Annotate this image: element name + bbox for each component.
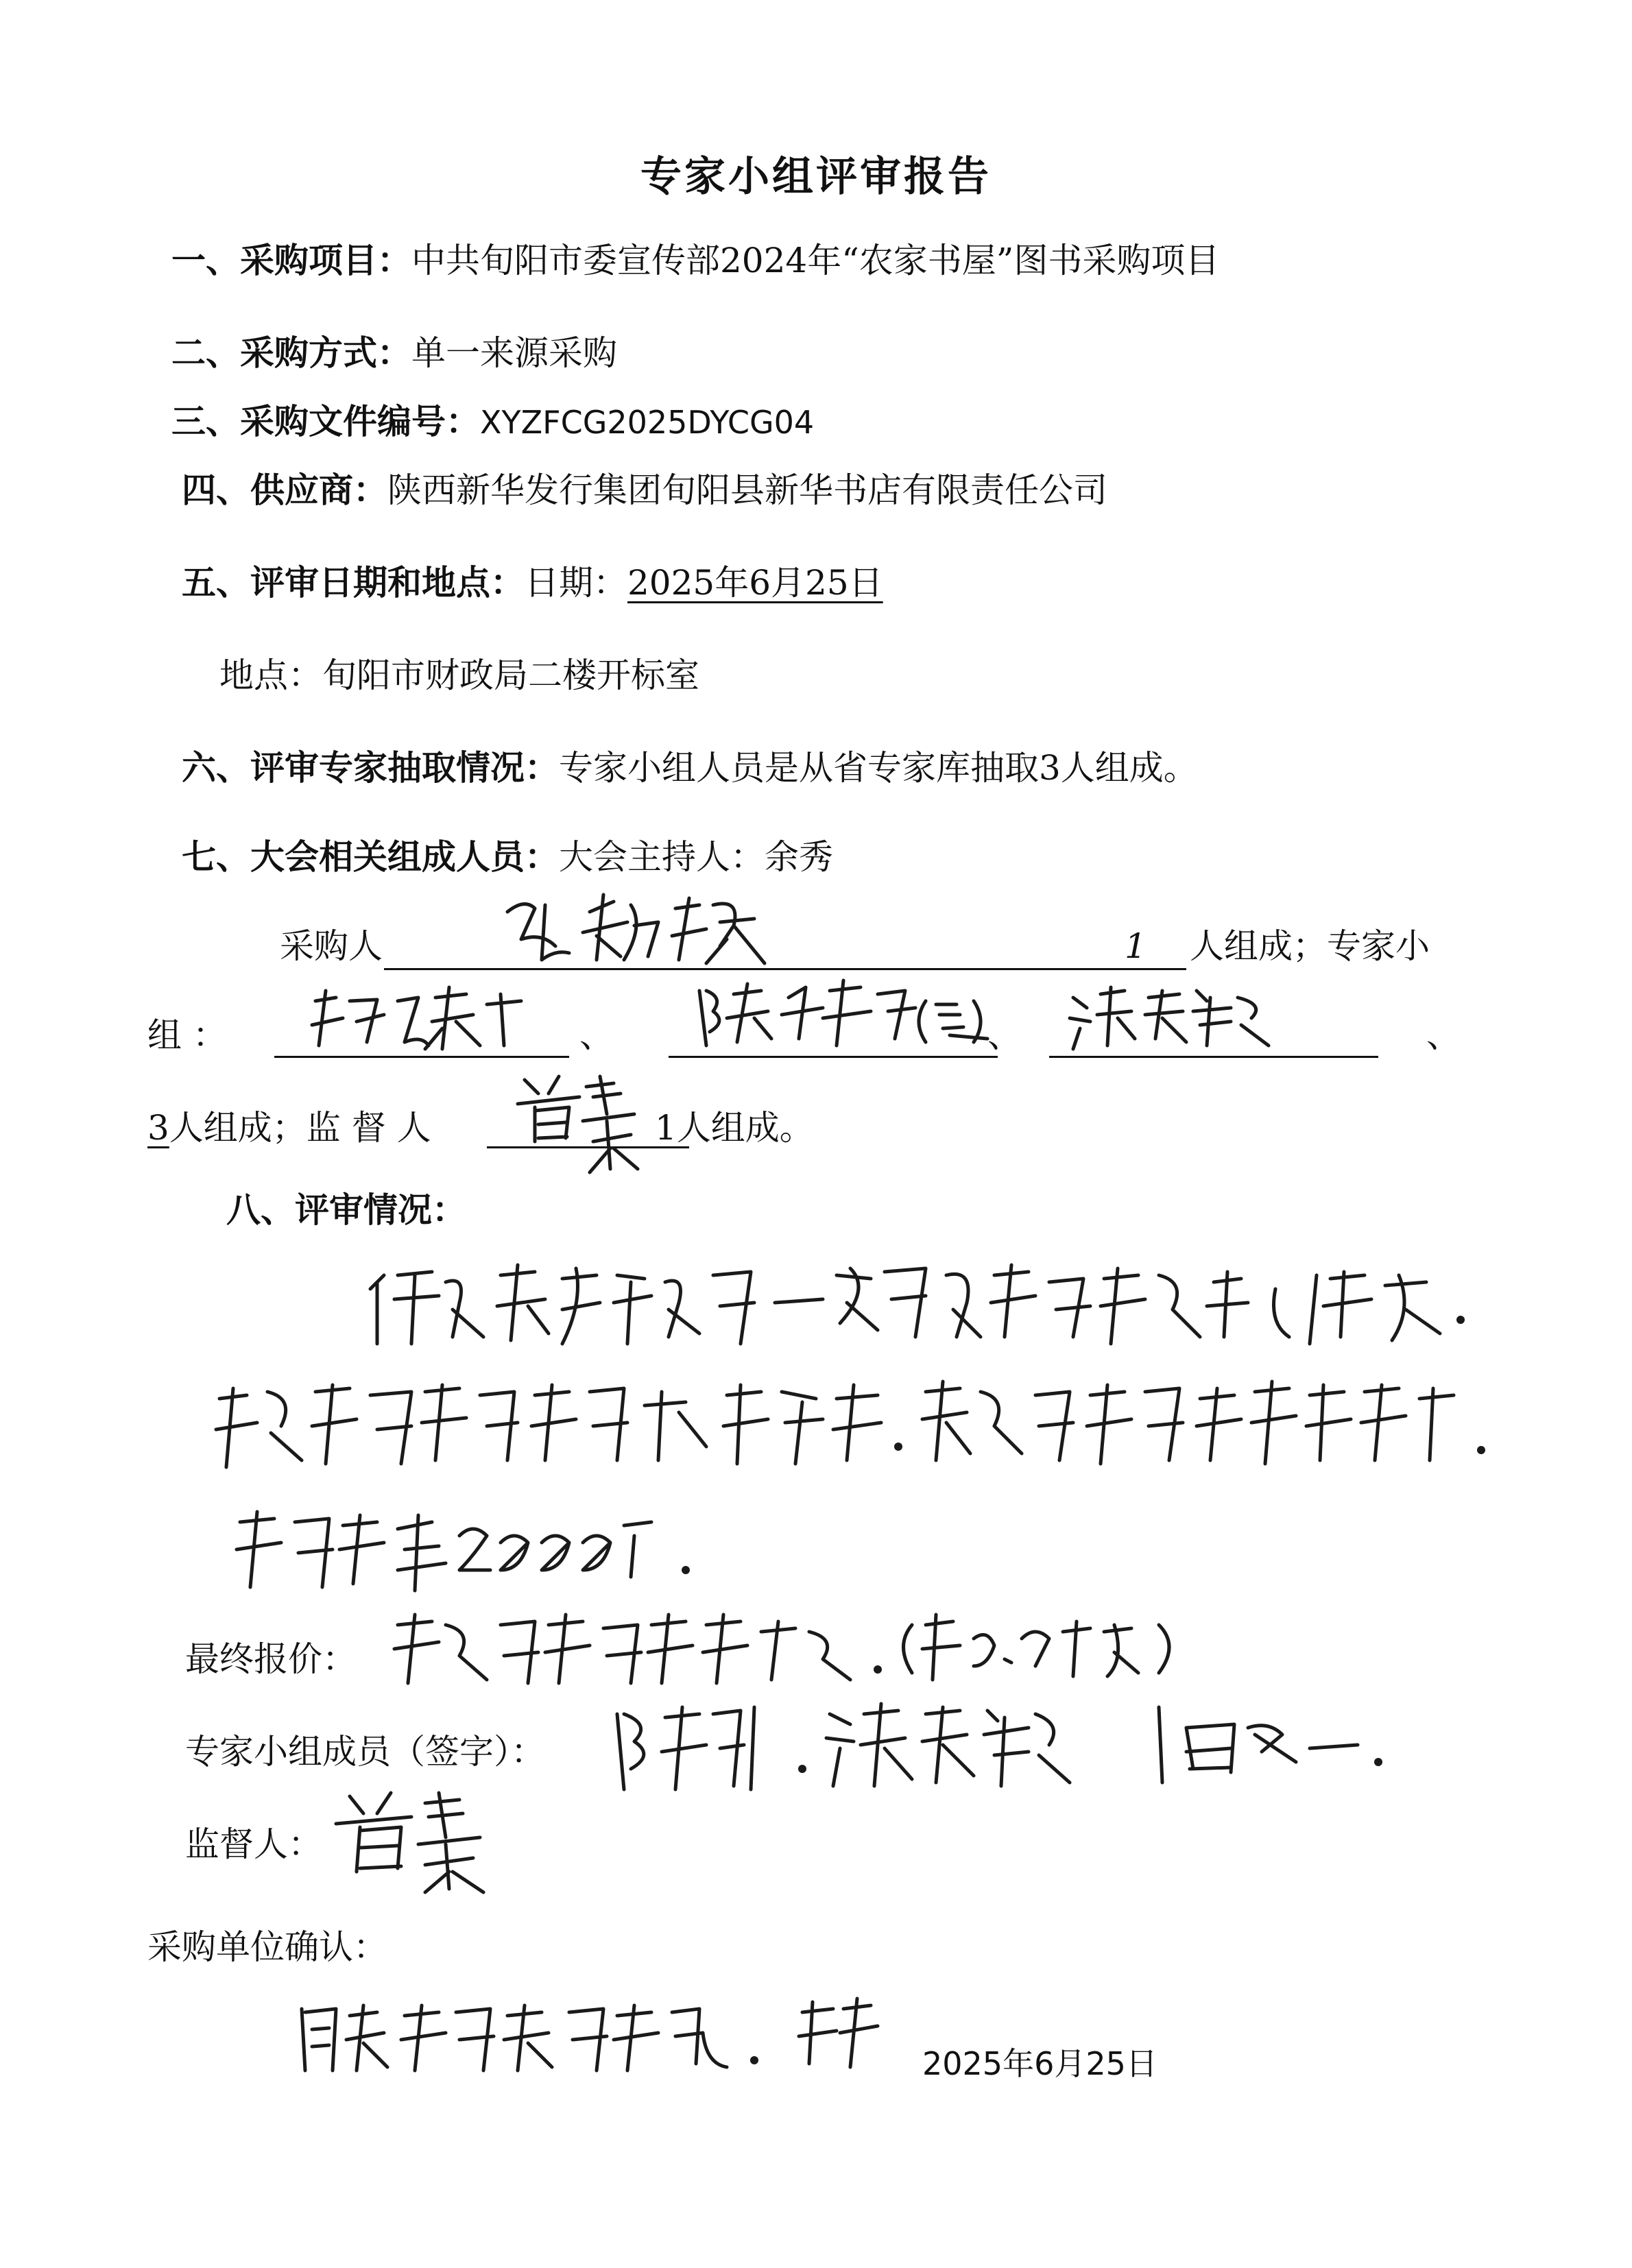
final-price-label: 最终报价： (185, 1639, 357, 1679)
supervisor-signature-inline (504, 1066, 648, 1183)
expert-2-underline (669, 1056, 998, 1058)
section-review-status-label: 八、评审情况： (226, 1190, 466, 1230)
review-date: 2025年6月25日 (627, 563, 883, 603)
section-label: 四、供应商： (182, 470, 387, 510)
unit-confirm-label: 采购单位确认： (147, 1927, 387, 1967)
purchaser-count-value: 1 (1125, 926, 1147, 966)
expert-1-signature (302, 980, 549, 1056)
section-supplier (182, 466, 1107, 514)
purchaser-count (1125, 922, 1147, 970)
section-document-number (171, 398, 814, 446)
procurement-project-value: 中共旬阳市委宣传部2024年“农家书屋”图书采购项目 (411, 241, 1220, 280)
review-handwriting-line-2 (206, 1364, 1509, 1481)
review-handwriting-line-1 (357, 1248, 1481, 1358)
expert-2-signature (686, 974, 1001, 1056)
purchaser-signature (494, 884, 782, 974)
section-procurement-method (171, 329, 617, 377)
expert-selection-value: 专家小组人员是从省专家库抽取3人组成。 (559, 748, 1198, 788)
meeting-host: 大会主持人：余秀 (559, 837, 833, 877)
expert-1-underline (274, 1056, 569, 1058)
expert-sep-2: 、 (1426, 1015, 1461, 1055)
group-prefix: 组 ： (147, 1015, 227, 1055)
expert-3-underline (1049, 1056, 1378, 1058)
section-label: 二、采购方式： (171, 333, 411, 373)
experts-sign-label: 专家小组成员（签字）： (185, 1732, 545, 1772)
supervisor-count-line (655, 1104, 814, 1152)
expert-3-signature (1059, 977, 1279, 1056)
section-label: 七、大会相关组成人员： (182, 836, 559, 877)
expert-count-line (147, 1104, 431, 1152)
section-expert-selection (182, 744, 1198, 792)
section-label: 五、评审日期和地点： (182, 562, 525, 603)
section-review-date-place (182, 559, 883, 607)
review-handwriting-line-3 (226, 1495, 706, 1597)
purchaser-prefix: 采购人 (280, 926, 383, 966)
supervisor-label: 监督人： (185, 1824, 322, 1864)
expert-count: 3 (147, 1108, 169, 1148)
section-label: 六、评审专家抽取情况： (182, 747, 559, 788)
footer-date: 2025年6月25日 (922, 2045, 1157, 2082)
date-prefix: 日期： (525, 563, 627, 603)
document-number-value: XYZFCG2025DYCG04 (480, 404, 815, 441)
supplier-value: 陕西新华发行集团旬阳县新华书店有限责任公司 (387, 470, 1107, 510)
procurement-method-value: 单一来源采购 (411, 333, 617, 373)
supervisor-suffix: 人组成。 (676, 1108, 814, 1148)
supervisor-signature (322, 1783, 501, 1899)
section-procurement-project (171, 237, 1219, 285)
unit-confirm-handwriting (288, 1988, 878, 2084)
section-label: 三、采购文件编号： (171, 401, 480, 442)
section-label: 一、采购项目： (171, 240, 411, 280)
page-title: 专家小组评审报告 (640, 153, 992, 201)
expert-sep-1: 、 (579, 1015, 614, 1055)
review-place: 地点：旬阳市财政局二楼开标室 (219, 655, 699, 695)
supervisor-count: 1 (655, 1108, 677, 1148)
expert-suffix: 人组成；监 督 人 (169, 1108, 431, 1148)
final-price-handwriting (384, 1597, 1241, 1693)
purchaser-suffix: 人组成；专家小 (1190, 926, 1430, 966)
experts-signature-row (603, 1687, 1426, 1803)
section-meeting-members (182, 833, 833, 881)
expert-sep-inline: 、 (987, 1015, 1022, 1055)
